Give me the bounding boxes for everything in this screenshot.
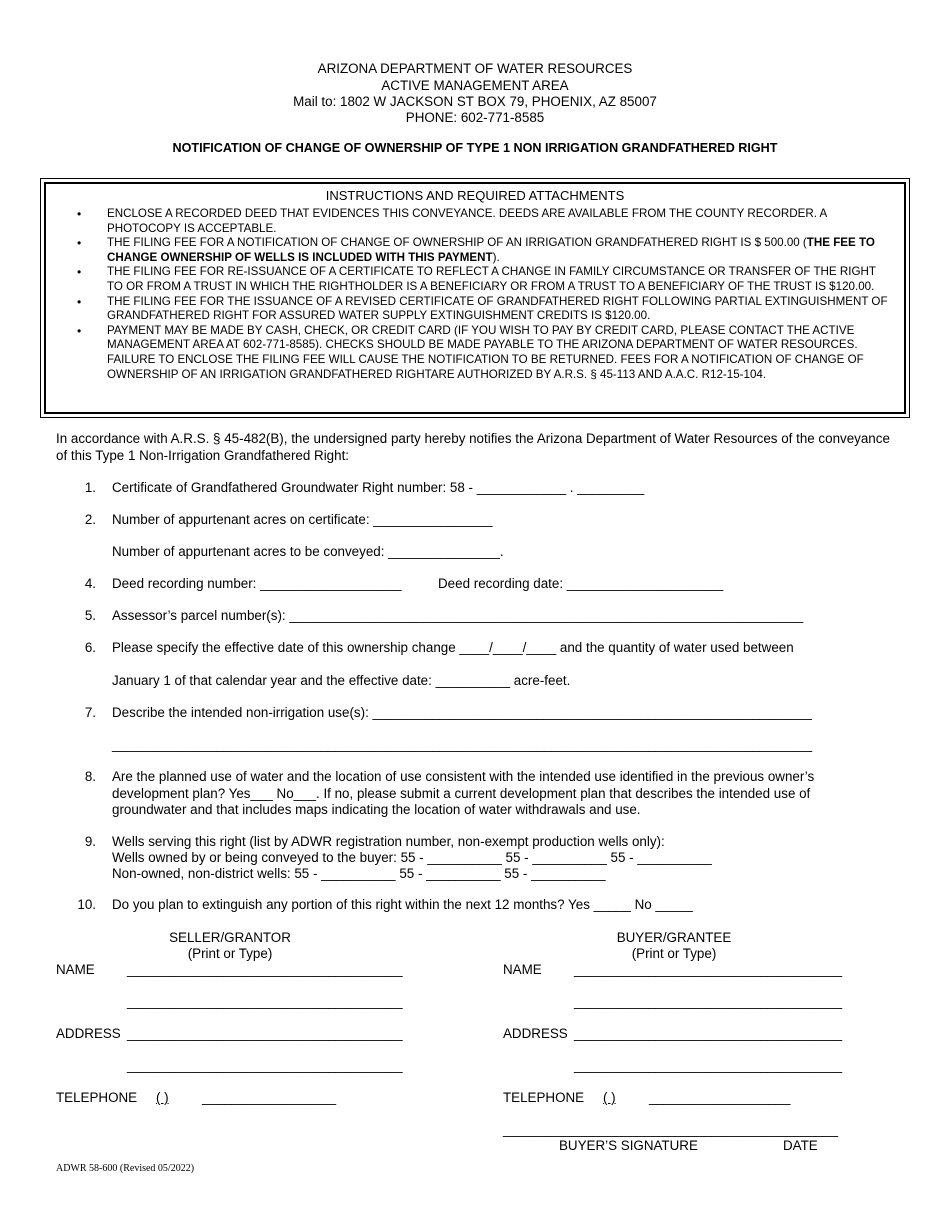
item-number: 8. — [84, 769, 96, 784]
acre-feet-field[interactable]: January 1 of that calendar year and the effective date: __________ acre-feet. — [112, 673, 571, 688]
buyer-area-code-field[interactable]: ( ) — [603, 1090, 616, 1105]
item-number: 9. — [84, 834, 96, 849]
seller-address-label: ADDRESS — [56, 1026, 121, 1041]
agency-name: ARIZONA DEPARTMENT OF WATER RESOURCES — [317, 61, 633, 76]
acres-on-certificate-field[interactable]: Number of appurtenant acres on certificate: ________________ — [112, 512, 493, 527]
item-number: 7. — [84, 705, 96, 720]
effective-date-field[interactable]: Please specify the effective date of this ownership change ____/____/____ and the quantity of water used between — [112, 640, 794, 655]
seller-address-field-2[interactable]: _____________________________________ — [127, 1058, 403, 1073]
deed-recording-number-field[interactable]: Deed recording number: ___________________ — [112, 576, 402, 591]
buyer-address-field-2[interactable]: ____________________________________ — [574, 1058, 843, 1073]
instruction-item: • PAYMENT MAY BE MADE BY CASH, CHECK, OR CREDIT CARD (IF YOU WISH TO PAY BY CREDIT CARD, PLEASE CONTACT THE ACTIVE MANAGEMENT AREA AT 602-771-8585). CHECKS SHOULD BE MADE PAYABLE TO THE ARIZONA DEPARTMENT OF WATER RESOURCES. FAILURE TO ENCLOSE THE FILING FEE WILL CAUSE THE NOTIFICATION TO BE RETURNED. FEES FOR A NOTIFICATION OF CHANGE OF OWNERSHIP OF AN IRRIGATION GRANDFATHERED RIGHTARE AUTHORIZED BY A.R.S. § 45-113 AND A.A.C. R12-15-104. — [62, 324, 894, 382]
item-number: 4. — [84, 576, 96, 591]
seller-name-label: NAME — [56, 962, 95, 977]
buyer-name-label: NAME — [503, 962, 542, 977]
seller-name-field[interactable]: _____________________________________ — [127, 962, 403, 977]
intro-statement: In accordance with A.R.S. § 45-482(B), the undersigned party hereby notifies the Arizona Department of Water Resources of the conveyance of this Type 1 Non-Irrigation Grandfathered Right: — [56, 431, 890, 463]
form-title: NOTIFICATION OF CHANGE OF OWNERSHIP OF TYPE 1 NON IRRIGATION GRANDFATHERED RIGHT — [172, 141, 778, 155]
extinguish-question[interactable]: Do you plan to extinguish any portion of this right within the next 12 months? Yes _____ No _____ — [112, 897, 693, 912]
buyer-address-label: ADDRESS — [503, 1026, 568, 1041]
mailing-address: Mail to: 1802 W JACKSON ST BOX 79, PHOENIX, AZ 85007 — [293, 94, 657, 109]
buyer-heading: BUYER/GRANTEE — [616, 930, 732, 945]
item-number: 10. — [77, 897, 96, 912]
parcel-number-field[interactable]: Assessor’s parcel number(s): _____________________________________________________________________ — [112, 608, 804, 623]
intended-use-field[interactable]: Describe the intended non-irrigation use(s): ___________________________________________________________ — [112, 705, 812, 720]
intended-use-line[interactable]: ______________________________________________________________________________________________ — [112, 737, 813, 752]
buyer-telephone-label: TELEPHONE — [503, 1090, 585, 1105]
certificate-number-field[interactable]: Certificate of Grandfathered Groundwater Right number: 58 - ____________ . _________ — [112, 480, 645, 495]
item-number: 5. — [84, 608, 96, 623]
instructions-heading: INSTRUCTIONS AND REQUIRED ATTACHMENTS — [325, 188, 625, 203]
buyer-telephone-field[interactable]: ___________________ — [649, 1090, 791, 1105]
seller-area-code-field[interactable]: ( ) — [156, 1090, 169, 1105]
seller-telephone-field[interactable]: __________________ — [202, 1090, 337, 1105]
non-owned-wells-field[interactable]: Non-owned, non-district wells: 55 - __________ 55 - __________ 55 - __________ — [112, 866, 606, 881]
buyer-signature-field[interactable]: _____________________________________________ — [503, 1122, 839, 1137]
item-number: 2. — [84, 512, 96, 527]
buyer-signature-label: BUYER’S SIGNATURE — [559, 1138, 698, 1153]
seller-telephone-label: TELEPHONE — [56, 1090, 138, 1105]
seller-heading: SELLER/GRANTOR — [169, 930, 291, 945]
instruction-item: • ENCLOSE A RECORDED DEED THAT EVIDENCES THIS CONVEYANCE. DEEDS ARE AVAILABLE FROM THE COUNTY RECORDER. A PHOTOCOPY IS ACCEPTABLE. — [62, 207, 894, 236]
buyer-wells-field[interactable]: Wells owned by or being conveyed to the buyer: 55 - __________ 55 - __________ 55 - __________ — [112, 850, 712, 865]
instructions-list — [62, 207, 894, 382]
form-revision-footer: ADWR 58-600 (Revised 05/2022) — [56, 1163, 195, 1174]
buyer-name-field[interactable]: ____________________________________ — [574, 962, 843, 977]
item-number: 6. — [84, 640, 96, 655]
acres-conveyed-field[interactable]: Number of appurtenant acres to be conveyed: _______________. — [112, 544, 504, 559]
date-label: DATE — [783, 1138, 818, 1153]
development-plan-question[interactable]: Are the planned use of water and the location of use consistent with the intended use identified in the previous owner’s development plan? Yes___ No___. If no, please submit a current development plan that describes the intended use of groundwater and that includes maps indicating the location of water withdrawals and use. — [112, 769, 815, 817]
buyer-name-field-2[interactable]: ____________________________________ — [574, 994, 843, 1009]
instruction-item: • THE FILING FEE FOR THE ISSUANCE OF A REVISED CERTIFICATE OF GRANDFATHERED RIGHT FOLLOWING PARTIAL EXTINGUISHMENT OF GRANDFATHERED RIGHT FOR ASSURED WATER SUPPLY EXTINGUISHMENT CREDITS IS $120.00. — [62, 295, 894, 324]
item-number: 1. — [84, 480, 96, 495]
area-name: ACTIVE MANAGEMENT AREA — [381, 78, 569, 93]
seller-subheading: (Print or Type) — [187, 946, 273, 961]
instruction-item: • THE FILING FEE FOR RE-ISSUANCE OF A CERTIFICATE TO REFLECT A CHANGE IN FAMILY CIRCUMSTANCE OR TRANSFER OF THE RIGHT TO OR FROM A TRUST IN WHICH THE RIGHTHOLDER IS A BENEFICIARY OR FROM A TRUST TO A BENEFICIARY OF THE TRUST IS $120.00. — [62, 265, 894, 294]
deed-recording-date-field[interactable]: Deed recording date: _____________________ — [438, 576, 724, 591]
wells-heading: Wells serving this right (list by ADWR registration number, non-exempt production wells only): — [112, 834, 665, 849]
buyer-subheading: (Print or Type) — [631, 946, 717, 961]
seller-address-field[interactable]: _____________________________________ — [127, 1026, 403, 1041]
seller-name-field-2[interactable]: _____________________________________ — [127, 994, 403, 1009]
buyer-address-field[interactable]: ____________________________________ — [574, 1026, 843, 1041]
instruction-item: • THE FILING FEE FOR A NOTIFICATION OF CHANGE OF OWNERSHIP OF AN IRRIGATION GRANDFATHERED RIGHT IS $ 500.00 (THE FEE TO CHANGE OWNERSHIP OF WELLS IS INCLUDED WITH THIS PAYMENT). — [62, 236, 894, 265]
phone-number: PHONE: 602-771-8585 — [405, 110, 545, 125]
